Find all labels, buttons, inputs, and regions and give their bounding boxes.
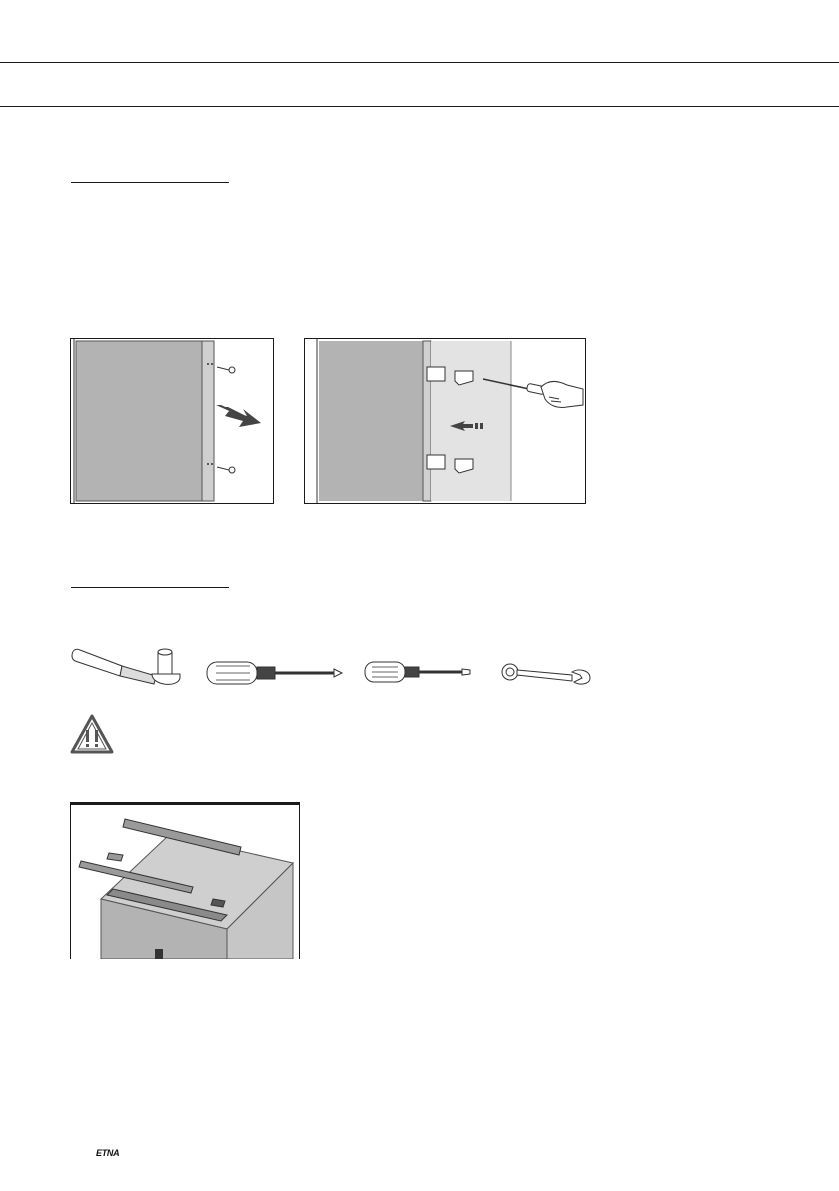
flat-screwdriver-tool xyxy=(364,660,472,684)
door-hinge-removal-illustration xyxy=(71,339,273,503)
warning-symbol xyxy=(70,714,114,754)
header-top-rule xyxy=(0,62,839,63)
socket-wrench-icon xyxy=(70,644,182,692)
socket-wrench-tool xyxy=(70,644,182,692)
header-bottom-rule xyxy=(0,106,839,107)
brand-logo xyxy=(96,1147,136,1159)
figure-appliance-top xyxy=(70,802,300,959)
phillips-screwdriver-tool xyxy=(206,660,344,686)
combination-spanner-tool xyxy=(500,662,592,686)
section-heading-line-1 xyxy=(71,182,229,183)
section-heading-line-2 xyxy=(71,587,229,588)
brand-logo-text: ETNA xyxy=(96,1148,120,1158)
phillips-screwdriver-icon xyxy=(206,660,344,686)
warning-triangle-icon xyxy=(70,714,114,754)
door-bracket-screwdriver-illustration xyxy=(305,339,585,503)
figure-door-bracket-fitting xyxy=(304,338,586,504)
combination-spanner-icon xyxy=(500,662,592,686)
flat-screwdriver-icon xyxy=(364,660,472,684)
figure-door-hinge-removal xyxy=(70,338,274,504)
appliance-top-cover-illustration xyxy=(71,803,299,959)
